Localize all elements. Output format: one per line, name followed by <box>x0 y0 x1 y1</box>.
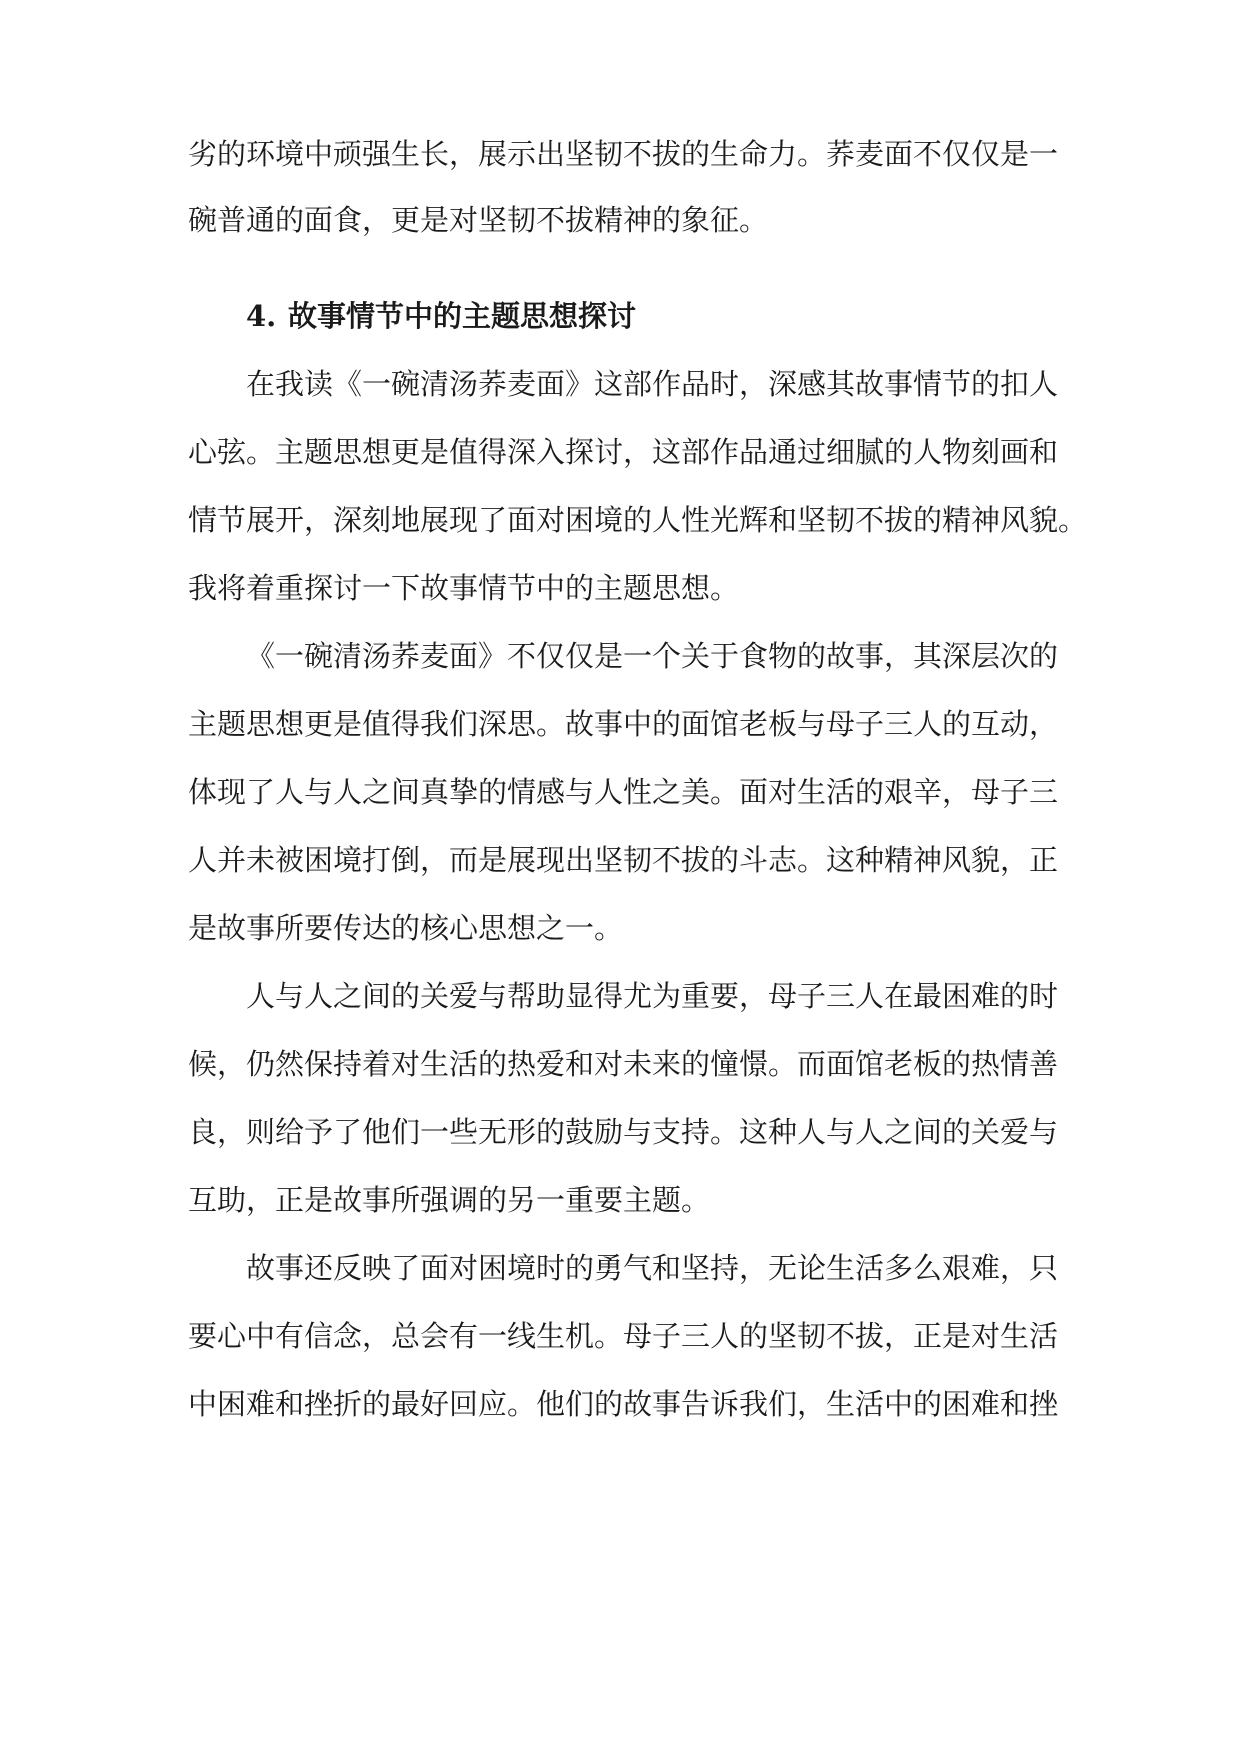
paragraph-line: 候，仍然保持着对生活的热爱和对未来的憧憬。而面馆老板的热情善 <box>188 1047 1059 1081</box>
paragraph-line: 人并未被困境打倒，而是展现出坚韧不拔的斗志。这种精神风貌，正 <box>188 843 1059 877</box>
paragraph-line: 是故事所要传达的核心思想之一。 <box>188 911 624 945</box>
section-title: 故事情节中的主题思想探讨 <box>288 299 637 333</box>
paragraph-line: 我将着重探讨一下故事情节中的主题思想。 <box>188 571 740 605</box>
paragraph-line: 《一碗清汤荞麦面》不仅仅是一个关于食物的故事，其深层次的 <box>246 639 1059 673</box>
paragraph-line: 主题思想更是值得我们深思。故事中的面馆老板与母子三人的互动， <box>188 707 1059 741</box>
paragraph-line: 人与人之间的关爱与帮助显得尤为重要，母子三人在最困难的时 <box>246 979 1059 1013</box>
paragraph-line: 良，则给予了他们一些无形的鼓励与支持。这种人与人之间的关爱与 <box>188 1115 1059 1149</box>
paragraph-line: 要心中有信念，总会有一线生机。母子三人的坚韧不拔，正是对生活 <box>188 1319 1059 1353</box>
paragraph-line: 中困难和挫折的最好回应。他们的故事告诉我们，生活中的困难和挫 <box>188 1387 1059 1421</box>
paragraph-line: 情节展开，深刻地展现了面对困境的人性光辉和坚韧不拔的精神风貌。 <box>188 503 1088 537</box>
section-number: 4. <box>246 299 277 333</box>
continuation-line: 劣的环境中顽强生长，展示出坚韧不拔的生命力。荞麦面不仅仅是一 <box>188 137 1059 171</box>
paragraph-line: 互助，正是故事所强调的另一重要主题。 <box>188 1183 711 1217</box>
section-heading <box>246 296 636 336</box>
paragraph-line: 故事还反映了面对困境时的勇气和坚持，无论生活多么艰难，只 <box>246 1251 1059 1285</box>
paragraph-line: 在我读《一碗清汤荞麦面》这部作品时，深感其故事情节的扣人 <box>246 367 1059 401</box>
paragraph-line: 体现了人与人之间真挚的情感与人性之美。面对生活的艰辛，母子三 <box>188 775 1059 809</box>
paragraph-line: 心弦。主题思想更是值得深入探讨，这部作品通过细腻的人物刻画和 <box>188 435 1059 469</box>
continuation-line: 碗普通的面食，更是对坚韧不拔精神的象征。 <box>188 203 769 237</box>
